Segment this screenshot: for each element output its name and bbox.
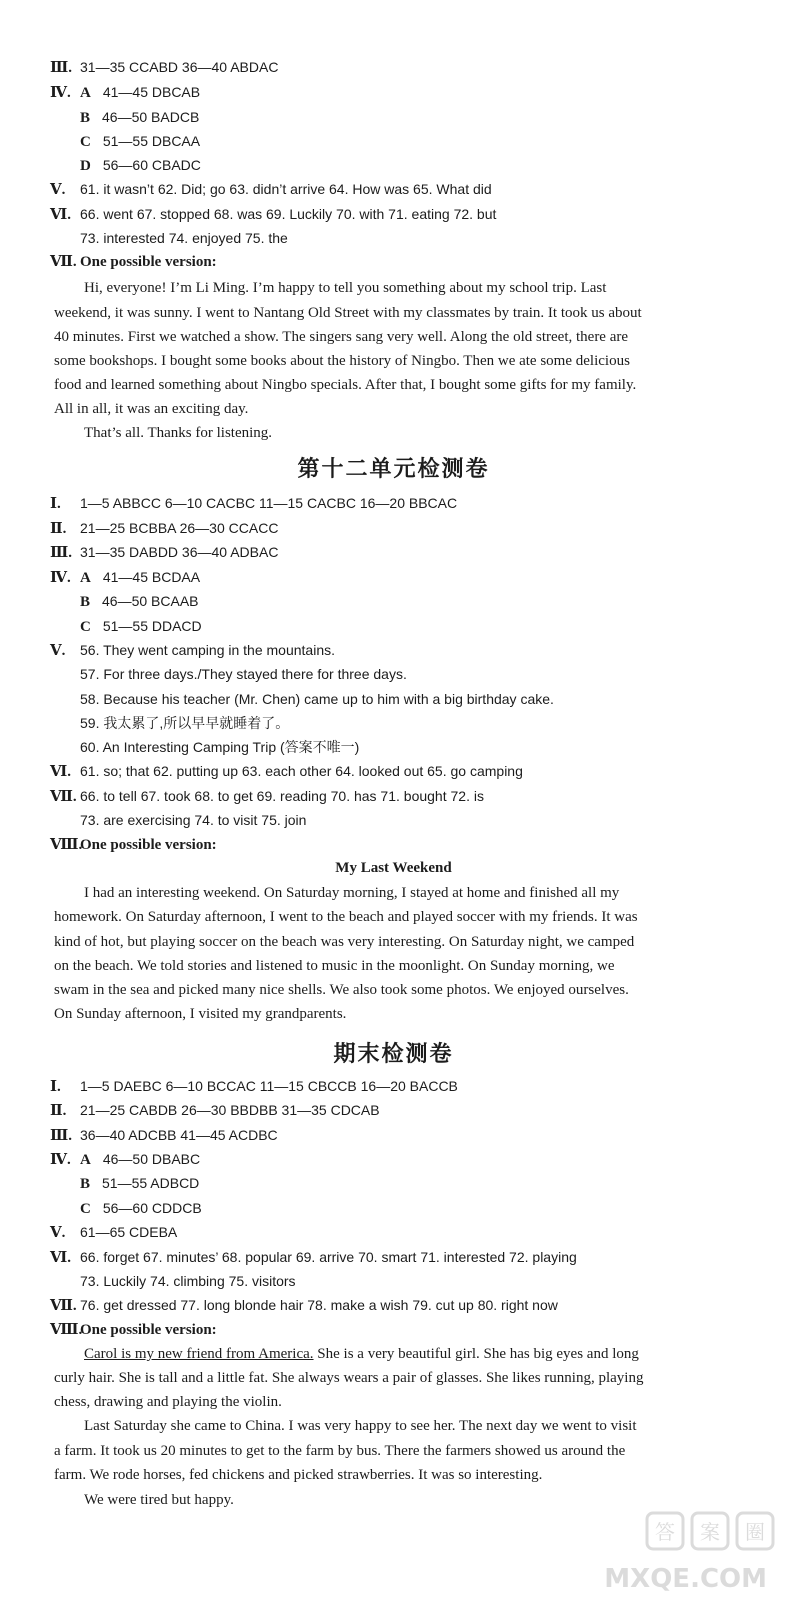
svg-text:圈: 圈	[745, 1520, 765, 1544]
answer-text: 31—35 DABDD 36—40 ADBAC	[80, 544, 279, 560]
svg-text:案: 案	[700, 1520, 720, 1544]
answer-text: 21—25 CABDB 26—30 BBDBB 31—35 CDCAB	[80, 1102, 380, 1118]
answer-text: 51—55 ADBCD	[102, 1175, 200, 1191]
essay-title: My Last Weekend	[335, 860, 452, 876]
answer-text: 51—55 DDACD	[102, 618, 202, 634]
subsection-letter: A	[80, 1152, 91, 1168]
unit12-title: 第十二单元检测卷	[297, 457, 490, 482]
answer-text: 36—40 ADCBB 41—45 ACDBC	[80, 1127, 278, 1143]
essay-line: On Sunday afternoon, I visited my grandparents.	[54, 1006, 347, 1022]
essay-line: 40 minutes. First we watched a show. The singers sang very well. Along the old street, there are	[54, 329, 629, 345]
answer-text: 41—45 BCDAA	[102, 569, 201, 585]
answer-text: 61. it wasn’t 62. Did; go 63. didn’t arrive 64. How was 65. What did	[80, 181, 492, 197]
essay-text: She is a very beautiful girl. She has big eyes and long	[313, 1346, 639, 1362]
svg-text:答: 答	[655, 1520, 675, 1544]
final-s4b-line	[80, 1174, 199, 1193]
section-number: Ⅵ.	[50, 1250, 71, 1266]
u11-s3-line	[50, 58, 278, 77]
final-s3-line	[50, 1126, 278, 1145]
final-s7-line	[50, 1296, 558, 1315]
answer-text: 56. They went camping in the mountains.	[80, 642, 336, 658]
subsection-letter: C	[80, 619, 91, 635]
u11-s7-heading	[50, 253, 217, 271]
final-s5-line	[50, 1223, 177, 1242]
u12-s4b-line	[80, 592, 199, 611]
answer-text: 73. are exercising 74. to visit 75. join	[80, 812, 307, 828]
answer-text: 76. get dressed 77. long blonde hair 78. make a wish 79. cut up 80. right now	[80, 1297, 558, 1313]
section-number: Ⅳ.	[50, 1152, 71, 1168]
u12-s2-line	[50, 519, 278, 538]
section-number: Ⅶ.	[50, 1298, 77, 1314]
subsection-letter: D	[80, 158, 91, 174]
final-s1-line	[50, 1077, 458, 1096]
answer-text: 56—60 CBADC	[102, 157, 201, 173]
essay-line	[84, 1345, 639, 1363]
essay-line: farm. We rode horses, fed chickens and picked strawberries. It was so interesting.	[54, 1467, 543, 1483]
section-number: Ⅲ.	[50, 1128, 73, 1144]
essay-line: I had an interesting weekend. On Saturday morning, I stayed at home and finished all my	[84, 885, 620, 901]
final-exam-title: 期末检测卷	[333, 1042, 454, 1067]
essay-line: Hi, everyone! I’m Li Ming. I’m happy to tell you something about my school trip. Last	[84, 280, 607, 296]
answer-text: 60. An Interesting Camping Trip (答案不唯一)	[80, 739, 360, 755]
final-s6-line1	[50, 1248, 577, 1267]
subsection-letter: A	[80, 570, 91, 586]
answer-text: 46—50 DBABC	[102, 1151, 201, 1167]
section-number: Ⅰ.	[50, 496, 61, 512]
u12-s8-heading	[50, 836, 217, 854]
subsection-letter: B	[80, 1176, 91, 1192]
subsection-letter: C	[80, 134, 91, 150]
answer-text: 41—45 DBCAB	[102, 84, 201, 100]
essay-line: That’s all. Thanks for listening.	[84, 425, 273, 441]
watermark-text: MXQE.COM	[604, 1564, 767, 1594]
u12-s1-line	[50, 494, 457, 513]
answer-text: 66. forget 67. minutes’ 68. popular 69. arrive 70. smart 71. interested 72. playing	[80, 1249, 577, 1265]
underlined-sentence: Carol is my new friend from America.	[84, 1346, 314, 1362]
u12-s5-line1	[50, 641, 335, 660]
u12-s5-line4	[80, 714, 289, 733]
answer-text: 59. 我太累了,所以早早就睡着了。	[80, 715, 290, 731]
section-number: Ⅵ.	[50, 207, 71, 223]
answer-text: 46—50 BCAAB	[102, 593, 199, 609]
section-number: Ⅷ.	[50, 1322, 83, 1338]
section-number: Ⅲ.	[50, 60, 73, 76]
essay-line: All in all, it was an exciting day.	[54, 401, 249, 417]
answer-text: 51—55 DBCAA	[102, 133, 201, 149]
essay-line: Last Saturday she came to China. I was very happy to see her. The next day we went to visit	[84, 1418, 637, 1434]
section-number: Ⅴ.	[50, 182, 66, 198]
u12-s4a-line	[50, 568, 200, 587]
u12-s3-line	[50, 543, 278, 562]
essay-line: We were tired but happy.	[84, 1492, 234, 1508]
essay-line: homework. On Saturday afternoon, I went to the beach and played soccer with my friends. It was	[54, 909, 638, 925]
version-label: One possible version:	[80, 254, 217, 270]
subsection-letter: A	[80, 85, 91, 101]
final-s8-heading	[50, 1321, 217, 1339]
u12-s6-line	[50, 762, 523, 781]
essay-line: swam in the sea and picked many nice shells. We also took some photos. We enjoyed ourselves.	[54, 982, 629, 998]
section-number: Ⅶ.	[50, 254, 77, 270]
subsection-letter: B	[80, 110, 91, 126]
essay-line: weekend, it was sunny. I went to Nantang Old Street with my classmates by train. It took us about	[54, 305, 642, 321]
section-number: Ⅱ.	[50, 1103, 67, 1119]
answer-text: 61. so; that 62. putting up 63. each other 64. looked out 65. go camping	[80, 763, 523, 779]
answer-text: 57. For three days./They stayed there for three days.	[80, 666, 407, 682]
u11-s6-line1	[50, 205, 496, 224]
u12-s4c-line	[80, 617, 202, 636]
u11-s6-line2	[80, 229, 288, 248]
essay-line: curly hair. She is tall and a little fat. She always wears a pair of glasses. She likes running, playing	[54, 1370, 644, 1386]
section-number: Ⅴ.	[50, 1225, 66, 1241]
section-number: Ⅱ.	[50, 521, 67, 537]
final-s2-line	[50, 1101, 380, 1120]
answer-text: 1—5 DAEBC 6—10 BCCAC 11—15 CBCCB 16—20 BACCB	[80, 1078, 458, 1094]
watermark-logo	[527, 1505, 777, 1595]
u11-s4c-line	[80, 132, 200, 151]
section-number: Ⅴ.	[50, 643, 66, 659]
answer-text: 61—65 CDEBA	[80, 1224, 178, 1240]
answer-text: 66. to tell 67. took 68. to get 69. reading 70. has 71. bought 72. is	[80, 788, 484, 804]
version-label: One possible version:	[80, 1322, 217, 1338]
answer-text: 56—60 CDDCB	[102, 1200, 202, 1216]
section-number: Ⅳ.	[50, 570, 71, 586]
final-s4a-line	[50, 1150, 200, 1169]
essay-line: a farm. It took us 20 minutes to get to the farm by bus. There the farmers showed us around the	[54, 1443, 626, 1459]
section-number: Ⅵ.	[50, 764, 71, 780]
answer-text: 31—35 CCABD 36—40 ABDAC	[80, 59, 279, 75]
essay-line: some bookshops. I bought some books about the history of Ningbo. Then we ate some delicious	[54, 353, 630, 369]
answer-text: 58. Because his teacher (Mr. Chen) came up to him with a big birthday cake.	[80, 691, 554, 707]
essay-line: on the beach. We told stories and listened to music in the moonlight. On Sunday morning, we	[54, 958, 615, 974]
section-number: Ⅲ.	[50, 545, 73, 561]
final-s4c-line	[80, 1199, 202, 1218]
u11-s5-line	[50, 180, 492, 199]
answer-text: 1—5 ABBCC 6—10 CACBC 11—15 CACBC 16—20 BBCAC	[80, 495, 458, 511]
section-number: Ⅳ.	[50, 85, 71, 101]
u12-s5-line2	[80, 665, 407, 684]
u12-s5-line5	[80, 738, 359, 757]
subsection-letter: B	[80, 594, 91, 610]
essay-line: kind of hot, but playing soccer on the beach was very interesting. On Saturday night, we camped	[54, 934, 635, 950]
essay-line: chess, drawing and playing the violin.	[54, 1394, 282, 1410]
answer-text: 66. went 67. stopped 68. was 69. Luckily 70. with 71. eating 72. but	[80, 206, 497, 222]
u12-s7-line2	[80, 811, 306, 830]
u11-s4a-line	[50, 83, 200, 102]
u11-s4b-line	[80, 108, 199, 127]
section-number: Ⅶ.	[50, 789, 77, 805]
answer-text: 73. Luckily 74. climbing 75. visitors	[80, 1273, 296, 1289]
answer-text: 21—25 BCBBA 26—30 CCACC	[80, 520, 279, 536]
u12-s7-line1	[50, 787, 484, 806]
final-s6-line2	[80, 1272, 296, 1291]
u12-s5-line3	[80, 690, 554, 709]
version-label: One possible version:	[80, 837, 217, 853]
section-number: Ⅷ.	[50, 837, 83, 853]
essay-line: food and learned something about Ningbo specials. After that, I bought some gifts for my family.	[54, 377, 637, 393]
u11-s4d-line	[80, 156, 201, 175]
answer-text: 73. interested 74. enjoyed 75. the	[80, 230, 288, 246]
answer-text: 46—50 BADCB	[102, 109, 200, 125]
section-number: Ⅰ.	[50, 1079, 61, 1095]
subsection-letter: C	[80, 1201, 91, 1217]
